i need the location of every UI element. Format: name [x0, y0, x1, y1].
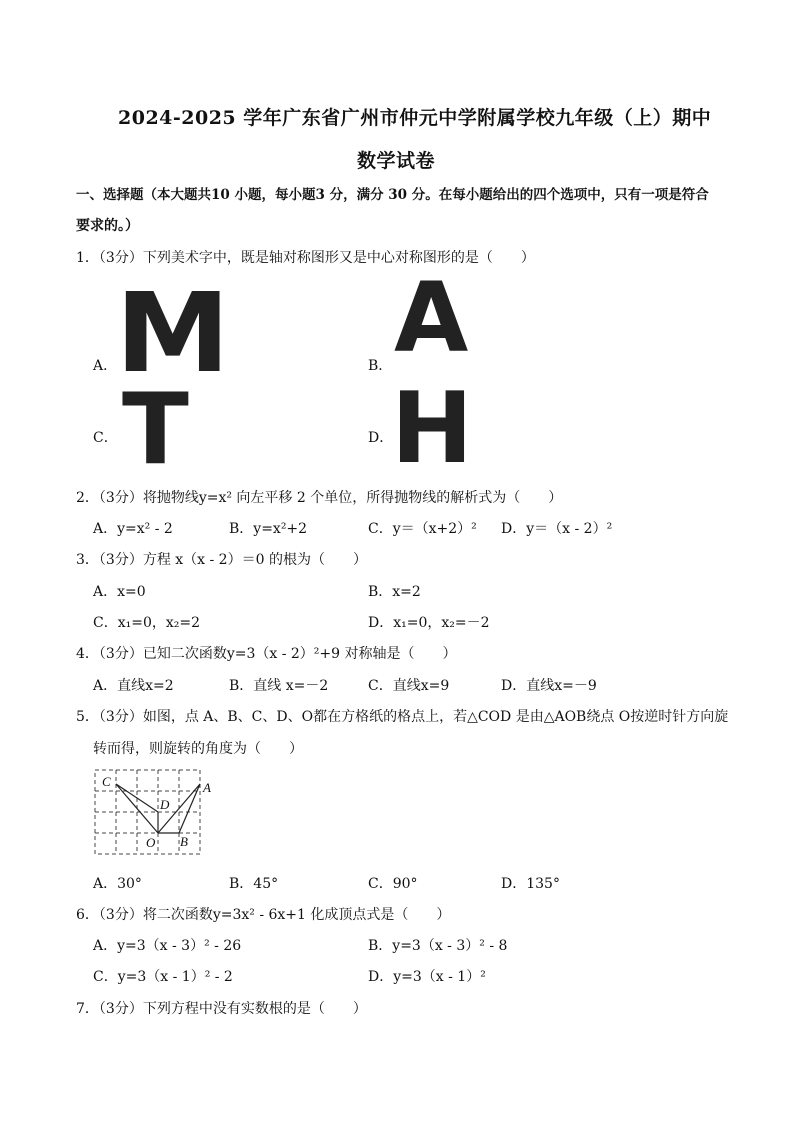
- q6-option-c: C．y=3（x - 1）² - 2: [93, 969, 233, 985]
- page-title: 2024-2025 学年广东省广州市仲元中学附属学校九年级（上）期中: [118, 107, 712, 129]
- question-2-stem: 2．（3分）将抛物线y=x² 向左平移 2 个单位，所得抛物线的解析式为（ ）: [76, 490, 563, 506]
- question-7-stem: 7．（3分）下列方程中没有实数根的是（ ）: [76, 1001, 367, 1017]
- q3-option-c: C．x₁=0，x₂=2: [93, 615, 201, 631]
- q5-option-a: A．30°: [93, 876, 142, 892]
- q4-option-d: D．直线x=－9: [501, 678, 597, 694]
- q5-option-b: B．45°: [229, 876, 279, 892]
- q4-option-b: B．直线 x=－2: [229, 678, 329, 694]
- q4-option-c: C．直线x=9: [368, 678, 450, 694]
- question-4-stem: 4．（3分）已知二次函数y=3（x - 2）²+9 对称轴是（ ）: [76, 646, 457, 662]
- figure-label-b: B: [180, 834, 188, 849]
- question-5-stem: 5．（3分）如图，点 A、B、C、D、O都在方格纸的格点上，若△COD 是由△AOB绕点 O按逆时针方向旋: [76, 709, 729, 725]
- q1-option-c: C．: [93, 430, 118, 446]
- question-6-stem: 6．（3分）将二次函数y=3x² - 6x+1 化成顶点式是（ ）: [76, 907, 451, 923]
- q2-option-d: D．y＝（x - 2）²: [501, 521, 613, 537]
- letter-m-image: M: [115, 269, 231, 397]
- q6-option-a: A．y=3（x - 3）² - 26: [93, 938, 242, 954]
- q5-option-c: C．90°: [368, 876, 418, 892]
- question-1-stem: 1．（3分）下列美术字中，既是轴对称图形又是中心对称图形的是（ ）: [76, 250, 535, 266]
- q3-option-a: A．x=0: [93, 584, 146, 600]
- page-subtitle: 数学试卷: [357, 150, 436, 172]
- q2-option-a: A．y=x² - 2: [93, 521, 173, 537]
- q4-option-a: A．直线x=2: [93, 678, 174, 694]
- q5-option-d: D．135°: [501, 876, 560, 892]
- figure-label-d: D: [160, 797, 170, 812]
- q3-option-d: D．x₁=0，x₂=－2: [368, 615, 490, 631]
- q3-option-b: B．x=2: [368, 584, 421, 600]
- question-5-stem-cont: 转而得，则旋转的角度为（ ）: [93, 741, 303, 757]
- q2-option-b: B．y=x²+2: [229, 521, 308, 537]
- section-header: 一、选择题（本大题共10 小题，每小题3 分，满分 30 分。在每小题给出的四个选项中，只有一项是符合: [76, 187, 709, 203]
- q6-option-d: D．y=3（x - 1）²: [368, 969, 486, 985]
- figure-label-c: C: [102, 774, 111, 789]
- letter-h-image: H: [391, 372, 474, 486]
- section-header-cont: 要求的。）: [76, 218, 139, 234]
- figure-label-o: O: [146, 835, 156, 850]
- q2-option-c: C．y＝（x+2）²: [368, 521, 477, 537]
- question-3-stem: 3．（3分）方程 x（x - 2）＝0 的根为（ ）: [76, 552, 367, 568]
- figure-label-a: A: [203, 780, 211, 795]
- q6-option-b: B．y=3（x - 3）² - 8: [368, 938, 508, 954]
- q1-option-d: D．: [368, 430, 394, 446]
- q1-option-a: A．: [93, 358, 118, 374]
- letter-t-image: T: [122, 373, 189, 487]
- letter-a-image: A: [394, 262, 469, 374]
- q1-option-b: B．: [368, 358, 393, 374]
